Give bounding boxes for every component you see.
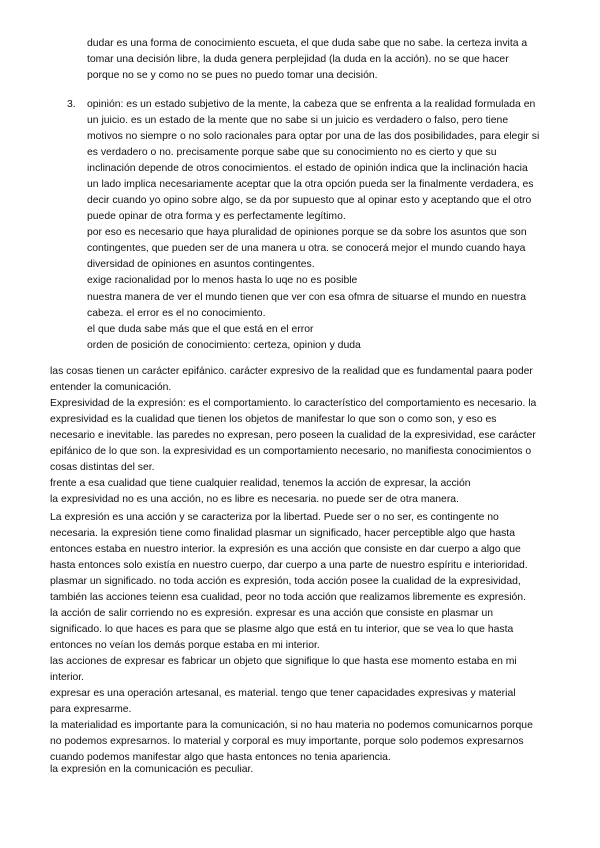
closing-line: la expresión en la comunicación es peculiar.	[50, 764, 254, 775]
list-number: 3.	[67, 99, 76, 110]
intro-paragraph: dudar es una forma de conocimiento escueta, el que duda sabe que no sabe. la certeza invita a tomar una decisión libre, la duda genera perplejidad (la duda en la acción). no se que hacer porque no se y como no se pues no puedo tomar una decisión.	[87, 38, 528, 81]
opinion-list-item: opinión: es un estado subjetivo de la mente, la cabeza que se enfrenta a la realidad formulada en un juicio. es un estado de la mente que no sabe si un juicio es verdadero o falso, pero tiene motivos no siempre o no solo racionales para optar por una de las dos posibilidades, para elegir si es verdadero o no. precisamente porque sabe que su conocimiento no es cierto y que su inclinación depende de otros conocimientos. el estado de opinión indica que la inclinación hacia un lado implica necesariamente aceptar que la otra opción pueda ser la finalmente verdadera, es decir cuando yo opino sobre algo, se da por supuesto que al opinar esto y aceptando que el otro puede opinar de otra forma y es perfectamente legítimo. por eso es necesario que haya pluralidad de opiniones porque se da sobre los asuntos que son contingentes, que pueden ser de una manera u otra. se conocerá mejor el mundo cuando haya diversidad de opiniones en asuntos contingentes. exige racionalidad por lo menos hasta lo uqe no es posible	[87, 99, 540, 286]
expresividad-paragraph: las cosas tienen un carácter epifánico. carácter expresivo de la realidad que es fundamental paara poder entender la comunicación. Expresividad de la expresión: es el comportamiento. lo característico del comportamiento es necesario. la expresividad es la cualidad que tienen los objetos de manifestar lo que son o como son, y eso es necesario e inevitable. las paredes no expresan, pero poseen la cualidad de la expresividad, ese carácter epifánico de lo que son. la expresividad es un comportamiento necesario, no manifiesta conocimientos o cosas distintas del ser. frente a esa cualidad que tiene cualquier realidad, tenemos la acción de expresar, la acción la expresividad no es una acción, no es libre es necesaria. no puede ser de otra manera.	[50, 366, 537, 505]
opinion-followup: nuestra manera de ver el mundo tienen que ver con esa ofmra de situarse el mundo en nuestra cabeza. el error es el no conocimiento. el que duda sabe más que el que está en el error orden de posición de conocimiento: certeza, opinion y duda	[87, 292, 526, 351]
expresion-paragraph: La expresión es una acción y se caracteriza por la libertad. Puede ser o no ser, es contingente no necesaria. la expresión tiene como finalidad plasmar un significado, hacer perceptible algo que hasta entonces estaba en nuestro interior. la expresión es una acción que consiste en dar cuerpo a algo que hasta entonces solo existía en nuestro cuerpo, dar cuerpo a una parte de nuestro espíritu e interioridad. plasmar un significado. no toda acción es expresión, toda acción posee la cualidad de la expresividad, también las acciones teienn esa cualidad, peor no toda acción que realizamos libremente es expresión. la acción de salir corriendo no es expresión. expresar es una acción que consiste en plasmar un significado. lo que haces es para que se plasme algo que está en tu interior, que se vea lo que hasta entonces no veían los demás porque estaba en mi interior. las acciones de expresar es fabricar un objeto que signifique lo que hasta ese momento estaba en mi interior. expresar es una operación artesanal, es material. tengo que tener capacidades expresivas y material para expresarme. la materialidad es importante para la comunicación, si no hau materia no podemos comunicarnos porque no podemos expresarnos. lo material y corporal es muy importante, porque solo podemos expresarnos cuando podemos manifestar algo que hasta entonces no tenia apariencia.	[50, 512, 533, 763]
